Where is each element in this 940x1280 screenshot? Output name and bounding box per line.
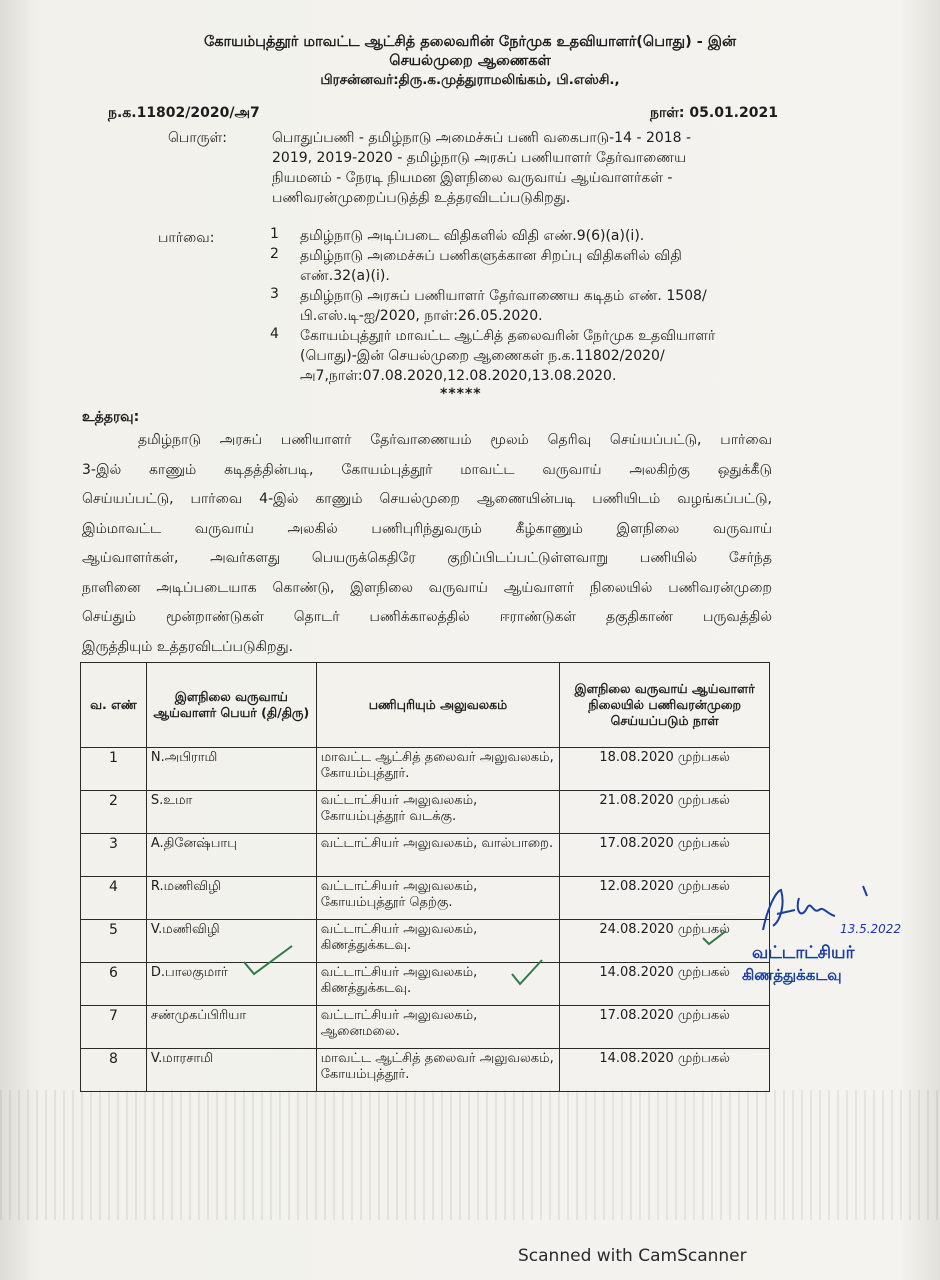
cell-date: 14.08.2020 முற்பகல் [560, 963, 770, 1006]
subject-line: 2019, 2019-2020 - தமிழ்நாடு அரசுப் பணியாளர் தேர்வாணைய [272, 150, 687, 166]
cell-office: வட்டாட்சியர் அலுவலகம், கிணத்துக்கடவு. [316, 963, 560, 1006]
order-line: தமிழ்நாடு அரசுப் பணியாளர் தேர்வாணையம் மூலம் தெரிவு செய்யப்பட்டு, பார்வை [138, 432, 772, 448]
reference-number: ந.க.11802/2020/அ7 [108, 105, 260, 121]
cell-no: 2 [81, 791, 147, 834]
office-stamp-line-1: வட்டாட்சியர் [752, 943, 855, 963]
table-row [81, 748, 770, 791]
office-stamp-line-2: கிணத்துக்கடவு [742, 966, 842, 984]
cell-office: வட்டாட்சியர் அலுவலகம், கோயம்புத்தூர் தெற்கு. [316, 877, 560, 920]
check-mark-icon [700, 928, 730, 948]
order-line: இம்மாவட்ட வருவாய் அலகில் பணிபுரிந்துவரும் கீழ்காணும் இளநிலை வருவாய் [82, 520, 772, 537]
subject-label: பொருள்: [168, 130, 227, 146]
references-list: 1 தமிழ்நாடு அடிப்படை விதிகளில் விதி எண்.9(6)(a)(i). 2 தமிழ்நாடு அமைச்சுப் பணிகளுக்கான சிறப்பு விதிகளில் விதி எண்.32(a)(i). 3 தமிழ்நாடு அரசுப் பணியாளர் தேர்வாணைய கடிதம் எண். 1508/பி.எஸ்.டி-ஐ/2020, நாள்:26.05.2020. 4 கோயம்புத்தூர் மாவட்ட ஆட்சித் தலைவரின் நேர்முக உதவியாளர் (பொது)-இன் செயல்முறை ஆணைகள் ந.க.11802/2020/அ7,நாள்:07.08.2020,12.08.2020,13.08.2020. [270, 226, 716, 384]
regularisation-table [80, 662, 770, 1092]
cell-no: 7 [81, 1006, 147, 1049]
cell-office: வட்டாட்சியர் அலுவலகம், வால்பாறை. [316, 834, 560, 877]
column-header-office: பணிபுரியும் அலுவலகம் [316, 663, 560, 748]
table-row [81, 791, 770, 834]
order-line: நாளினை அடிப்படையாக கொண்டு, இளநிலை வருவாய் ஆய்வாளர் நிலையில் பணிவரன்முறை [82, 579, 772, 596]
cell-date: 17.08.2020 முற்பகல் [560, 1006, 770, 1049]
cell-date: 12.08.2020 முற்பகல் [560, 877, 770, 920]
cell-name: V.மணிவிழி [146, 920, 316, 963]
order-line: செய்தும் மூன்றாண்டுகள் தொடர் பணிக்காலத்தில் ஈராண்டுகள் தகுதிகாண் பருவத்தில் [82, 609, 772, 625]
cell-no: 5 [81, 920, 147, 963]
signature-date: 13.5.2022 [840, 922, 902, 936]
scanner-watermark: Scanned with CamScanner [518, 1246, 747, 1266]
order-line: செய்யப்பட்டு, பார்வை 4-இல் காணும் செயல்முறை ஆணையின்படி பணியிடம் வழங்கப்பட்டு, [82, 491, 772, 507]
cell-name: S.உமா [146, 791, 316, 834]
cell-office: மாவட்ட ஆட்சித் தலைவர் அலுவலகம், கோயம்புத்தூர். [316, 748, 560, 791]
cell-name: N.அபிராமி [146, 748, 316, 791]
separator-stars: ***** [440, 386, 482, 402]
order-paragraph [82, 426, 772, 662]
cell-office: வட்டாட்சியர் அலுவலகம், கோயம்புத்தூர் வடக்கு. [316, 791, 560, 834]
subject-line: பொதுப்பணி - தமிழ்நாடு அமைச்சுப் பணி வகைபாடு-14 - 2018 - [272, 130, 692, 146]
cell-office: வட்டாட்சியர் அலுவலகம், கிணத்துக்கடவு. [316, 920, 560, 963]
cell-date: 21.08.2020 முற்பகல் [560, 791, 770, 834]
check-mark-icon [508, 956, 548, 990]
header-line-1: கோயம்புத்தூர் மாவட்ட ஆட்சித் தலைவரின் நேர்முக உதவியாளர்(பொது) - இன் [203, 34, 737, 50]
cell-date: 14.08.2020 முற்பகல் [560, 1049, 770, 1092]
order-line: இருத்தியும் உத்தரவிடப்படுகிறது. [82, 638, 294, 655]
cell-no: 8 [81, 1049, 147, 1092]
cell-office: மாவட்ட ஆட்சித் தலைவர் அலுவலகம், கோயம்புத்தூர். [316, 1049, 560, 1092]
table-row [81, 834, 770, 877]
column-header-name: இளநிலை வருவாய் ஆய்வாளர் பெயர் (தி/திரு) [146, 663, 316, 748]
check-mark-icon [240, 942, 300, 976]
cell-date: 24.08.2020 முற்பகல் [560, 920, 770, 963]
cell-date: 18.08.2020 முற்பகல் [560, 748, 770, 791]
table-header-row [81, 663, 770, 748]
cell-date: 17.08.2020 முற்பகல் [560, 834, 770, 877]
table-row [81, 1049, 770, 1092]
order-date: நாள்: 05.01.2021 [650, 105, 778, 121]
order-label: உத்தரவு: [82, 409, 140, 425]
order-line: 3-இல் காணும் கடிதத்தின்படி, கோயம்புத்தூர் மாவட்ட வருவாய் அலகிற்கு ஒதுக்கீடு [82, 461, 772, 478]
cell-no: 1 [81, 748, 147, 791]
table-row [81, 877, 770, 920]
header-line-3: பிரசன்னவர்:திரு.க.முத்துராமலிங்கம், பி.எஸ்சி., [320, 72, 620, 88]
cell-office: வட்டாட்சியர் அலுவலகம், ஆனைமலை. [316, 1006, 560, 1049]
header-line-2: செயல்முறை ஆணைகள் [389, 53, 551, 69]
cell-no: 3 [81, 834, 147, 877]
subject-line: நியமனம் - நேரடி நியமன இளநிலை வருவாய் ஆய்வாளர்கள் - [272, 170, 673, 186]
references-label: பார்வை: [158, 230, 215, 246]
subject-line: பணிவரன்முறைப்படுத்தி உத்தரவிடப்படுகிறது. [272, 190, 571, 206]
cell-name: சண்முகப்பிரியா [146, 1006, 316, 1049]
table-row [81, 963, 770, 1006]
order-line: ஆய்வாளர்கள், அவர்களது பெயருக்கெதிரே குறிப்பிடப்பட்டுள்ளவாறு பணியில் சேர்ந்த [82, 550, 772, 566]
scan-artifacts [0, 1090, 940, 1220]
column-header-no: வ. எண் [81, 663, 147, 748]
column-header-date: இளநிலை வருவாய் ஆய்வாளர் நிலையில் பணிவரன்முறை செய்யப்படும் நாள் [560, 663, 770, 748]
table-row [81, 920, 770, 963]
cell-no: 4 [81, 877, 147, 920]
table-row [81, 1006, 770, 1049]
cell-no: 6 [81, 963, 147, 1006]
cell-name: R.மணிவிழி [146, 877, 316, 920]
subject-block [272, 128, 742, 208]
cell-name: D.பாலகுமார் [146, 963, 316, 1006]
cell-name: V.மாரசாமி [146, 1049, 316, 1092]
cell-name: A.தினேஷ்பாபு [146, 834, 316, 877]
